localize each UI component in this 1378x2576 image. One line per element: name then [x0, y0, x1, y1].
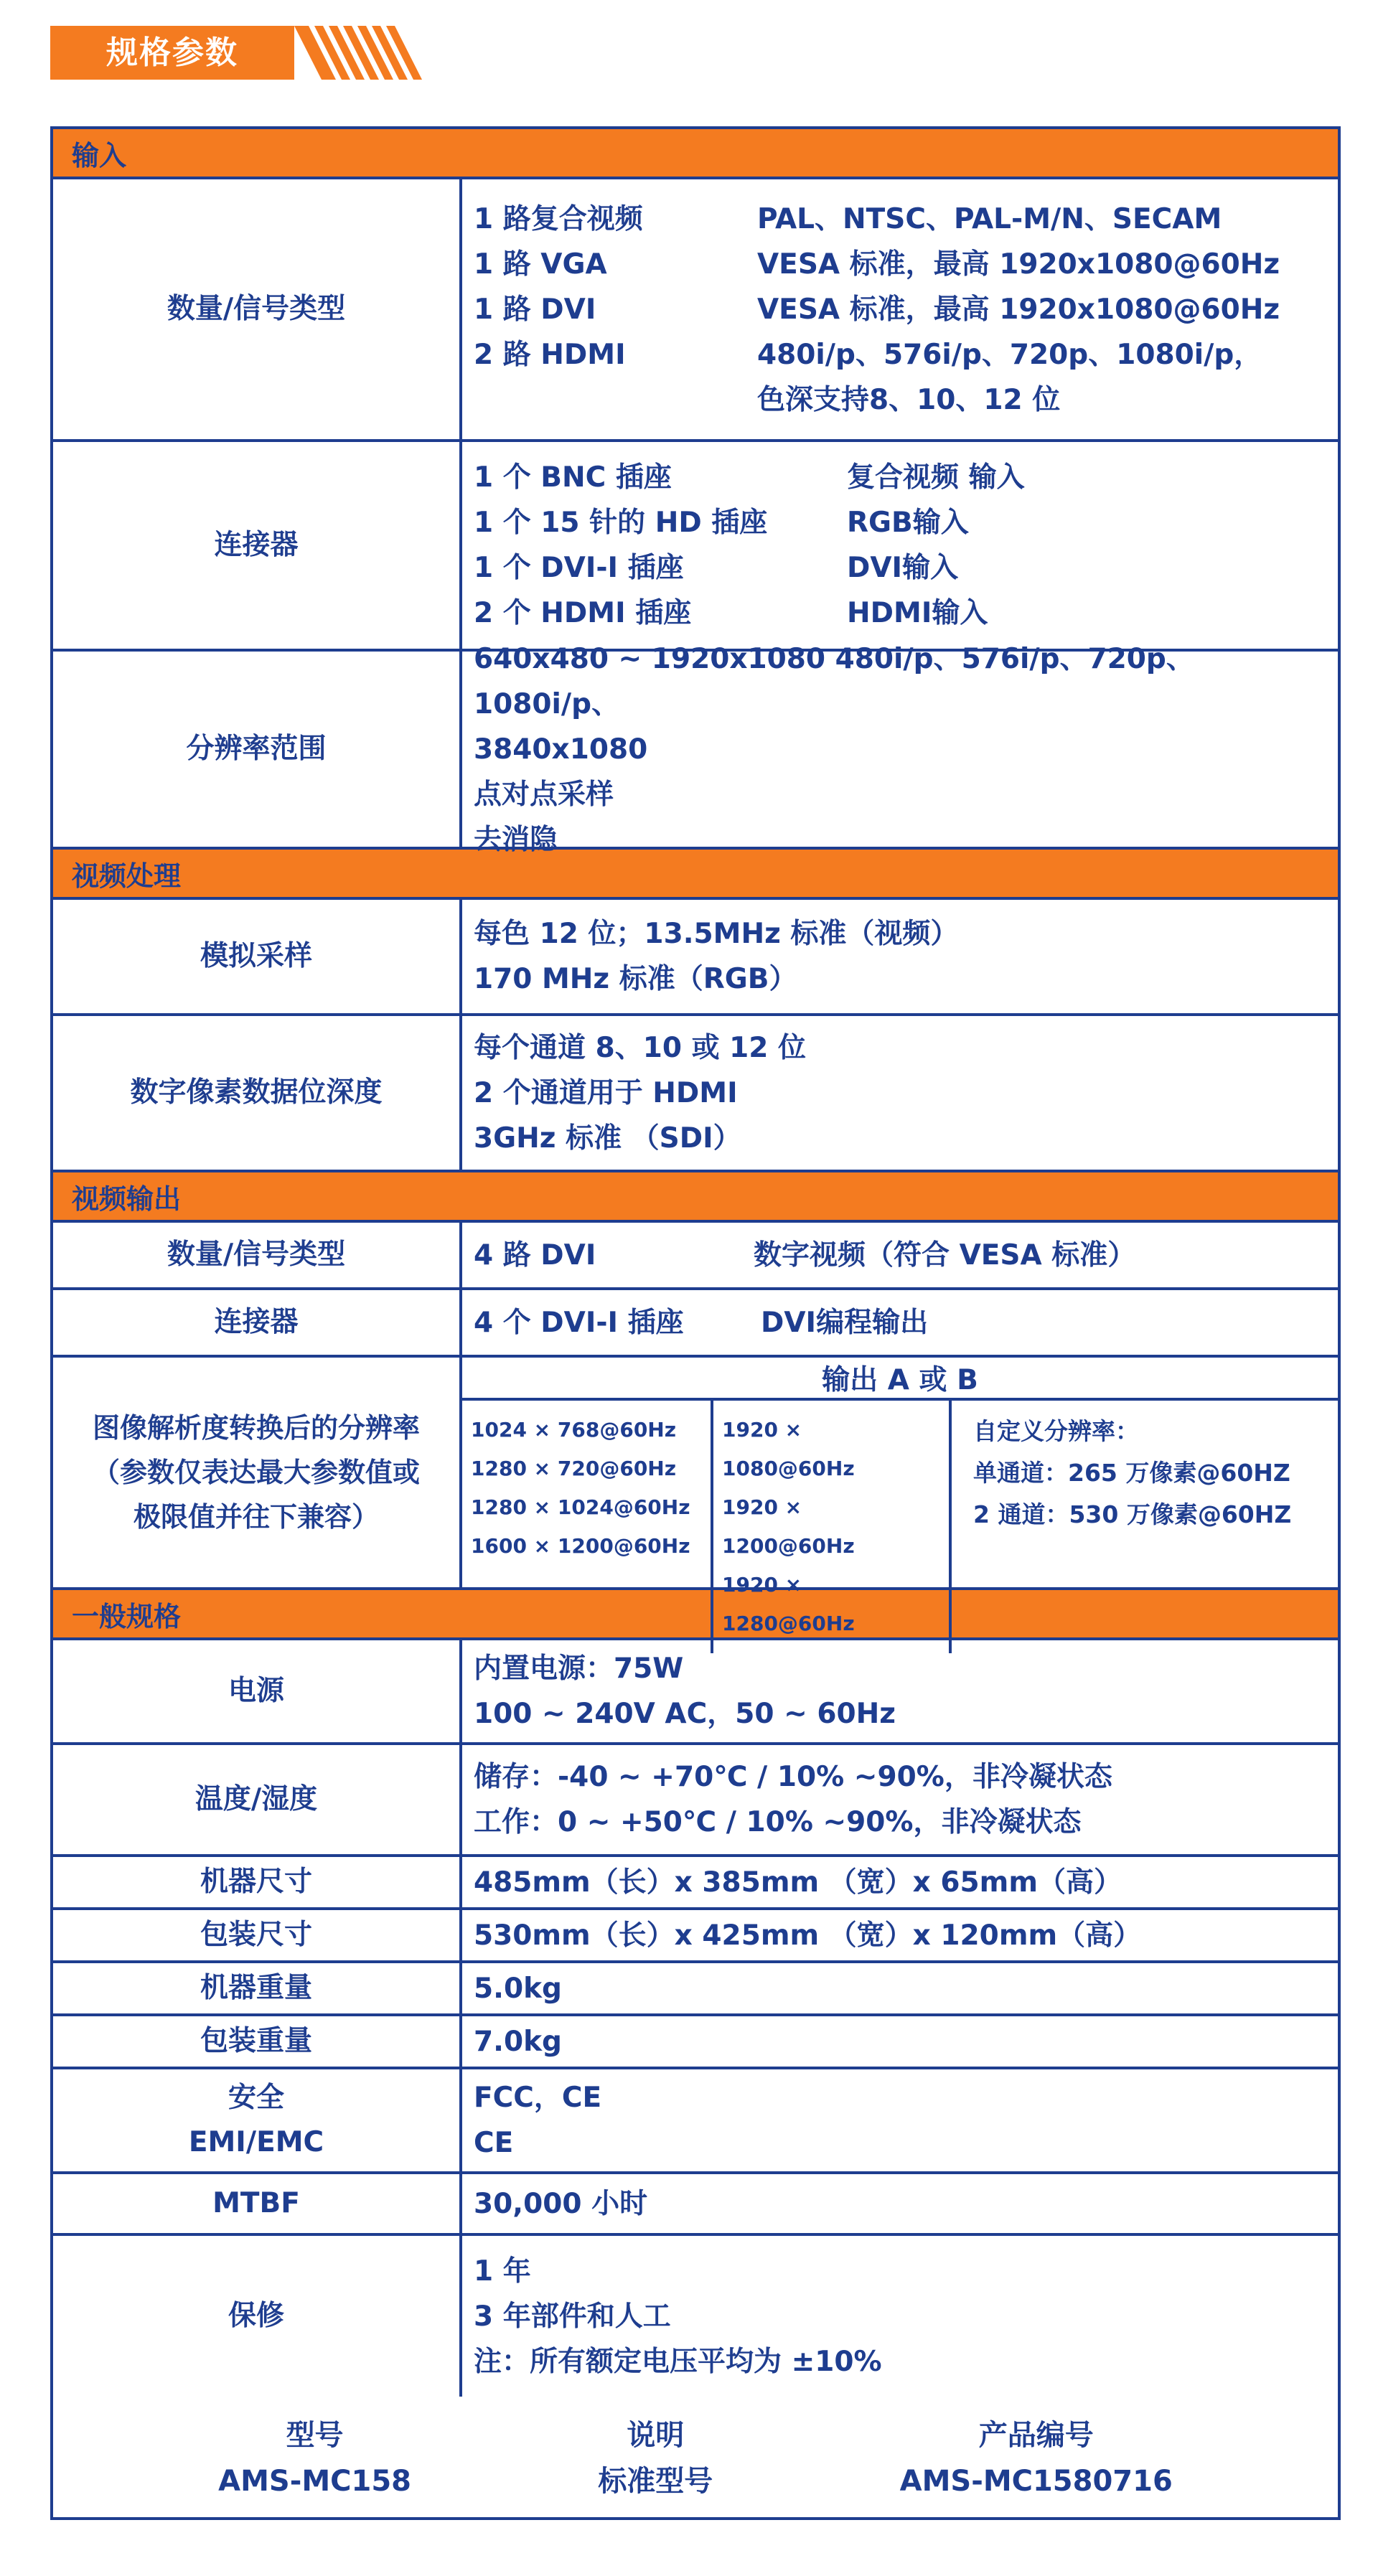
row-value [462, 1910, 1338, 1960]
row-analog-sampling [53, 900, 1338, 1016]
label-line: 包装重量 [200, 2025, 312, 2057]
row-label [53, 2016, 462, 2067]
label-line: 温度/湿度 [194, 1783, 318, 1815]
section-input-header: 输入 [53, 129, 1338, 179]
row-label [53, 1358, 462, 1587]
row-label: 数量/信号类型 [53, 1223, 462, 1287]
model-value: AMS-MC158 [218, 2465, 411, 2498]
page-title: 规格参数 [106, 34, 238, 71]
input-qty-list [474, 197, 1338, 423]
row-value [462, 2236, 1338, 2397]
row-value [462, 1857, 1338, 1907]
row-label: 连接器 [53, 442, 462, 649]
row-label [53, 2069, 462, 2171]
row-value [462, 179, 1338, 439]
input-connector-list [474, 455, 1338, 636]
page-title-banner [50, 26, 395, 80]
text-line: 530mm（长）x 425mm （宽）x 120mm（高） [474, 1919, 1142, 1952]
model-header: 型号 [286, 2419, 344, 2452]
row-value [462, 2016, 1338, 2067]
resolution-item: 单通道：265 万像素@60HZ [973, 1459, 1290, 1487]
code-value: AMS-MC1580716 [899, 2465, 1173, 2498]
item-desc: 480i/p、576i/p、720p、1080i/p， [757, 338, 1262, 371]
item-desc: PAL、NTSC、PAL-M/N、SECAM [757, 202, 1222, 235]
text-line: 每个通道 8、10 或 12 位 [474, 1031, 806, 1064]
item-name [474, 377, 757, 423]
row-label: 数量/信号类型 [53, 179, 462, 439]
models-footer [53, 2397, 1338, 2517]
code-header: 产品编号 [978, 2419, 1094, 2452]
item-desc: RGB输入 [847, 507, 969, 539]
list-item [474, 242, 1338, 287]
output-qty-a: 4 路 DVI [474, 1238, 596, 1271]
resolution-item: 1600 × 1200@60Hz [471, 1534, 690, 1558]
list-item [474, 377, 1338, 423]
item-name: 2 个 HDMI 插座 [474, 597, 692, 629]
row-output-connector [53, 1290, 1338, 1358]
list-item [474, 287, 1338, 332]
resolution-item: 1024 × 768@60Hz [471, 1418, 677, 1442]
text-line: 1 年 [474, 2255, 531, 2288]
general-row [53, 1910, 1338, 1963]
text-line: 工作：0 ~ +50℃ / 10% ~90%，非冷凝状态 [474, 1806, 1082, 1838]
row-input-qty [53, 179, 1338, 442]
row-input-resolution [53, 642, 1338, 856]
resolution-item: 1920 × 1200@60Hz [722, 1495, 855, 1558]
row-value [462, 1640, 1338, 1742]
resolution-item: 2 通道：530 万像素@60HZ [973, 1500, 1292, 1528]
list-item [474, 545, 1338, 591]
row-value [462, 442, 1338, 649]
text-line: 储存：-40 ~ +70℃ / 10% ~90%，非冷凝状态 [474, 1761, 1112, 1793]
text-line: 485mm（长）x 385mm （宽）x 65mm（高） [474, 1866, 1122, 1899]
label-line: EMI/EMC [188, 2126, 324, 2158]
item-name: 1 个 15 针的 HD 插座 [474, 507, 768, 539]
item-desc: 色深支持8、10、12 位 [757, 383, 1061, 416]
model-col-model [218, 2412, 411, 2504]
general-row [53, 2016, 1338, 2069]
resolution-item: 自定义分辨率： [973, 1417, 1139, 1445]
text-line: 640x480 ~ 1920x1080 480i/p、576i/p、720p、1080i/p、 [474, 642, 1194, 720]
res-col-1 [462, 1401, 713, 1653]
label-line: 包装尺寸 [200, 1919, 312, 1951]
general-row [53, 1857, 1338, 1910]
res-col-2 [713, 1401, 952, 1653]
text-line: 3GHz 标准 （SDI） [474, 1122, 741, 1155]
row-value [462, 642, 1338, 856]
item-desc: VESA 标准，最高 1920x1080@60Hz [757, 293, 1280, 326]
text-line: 每色 12 位；13.5MHz 标准（视频） [474, 918, 959, 950]
item-name: 1 路 DVI [474, 293, 596, 326]
row-label [53, 1857, 462, 1907]
row-label: 分辨率范围 [53, 652, 462, 847]
item-name: 1 个 BNC 插座 [474, 461, 672, 494]
list-item [474, 500, 1338, 545]
output-conn-a: 4 个 DVI-I 插座 [474, 1306, 684, 1339]
label-line: MTBF [212, 2187, 300, 2219]
resolution-item: 1280 × 720@60Hz [471, 1457, 677, 1480]
desc-value: 标准型号 [598, 2465, 713, 2498]
item-name: 1 路 VGA [474, 248, 607, 281]
list-item [474, 197, 1338, 242]
item-name: 2 路 HDMI [474, 338, 626, 371]
resolution-item: 1280 × 1024@60Hz [471, 1495, 690, 1519]
row-label: 数字像素数据位深度 [53, 1016, 462, 1170]
row-output-qty [53, 1223, 1338, 1290]
row-input-connector [53, 442, 1338, 652]
section-video-out-header: 视频输出 [53, 1172, 1338, 1223]
row-label [53, 1640, 462, 1742]
row-label [53, 1963, 462, 2013]
text-line: 170 MHz 标准（RGB） [474, 963, 797, 995]
model-col-code [900, 2412, 1173, 2504]
text-line: CE [474, 2127, 514, 2159]
row-value [462, 900, 1338, 1013]
general-row [53, 2174, 1338, 2236]
item-name: 1 路复合视频 [474, 202, 643, 235]
row-value [462, 1290, 1338, 1355]
row-label: 连接器 [53, 1290, 462, 1355]
output-qty-b: 数字视频（符合 VESA 标准） [754, 1238, 1136, 1271]
list-item [474, 332, 1338, 377]
row-value [462, 1223, 1338, 1287]
spec-table [50, 126, 1341, 2520]
general-row [53, 1963, 1338, 2016]
row-pixel-depth [53, 1016, 1338, 1172]
output-conn-b: DVI编程输出 [761, 1306, 929, 1339]
row-value [462, 2174, 1338, 2233]
label-line: 电源 [228, 1675, 284, 1707]
label-line: 保修 [228, 2300, 284, 2332]
row-label [53, 1745, 462, 1854]
row-label [53, 2236, 462, 2397]
text-line: 100 ~ 240V AC，50 ~ 60Hz [474, 1698, 896, 1730]
text-line: 30,000 小时 [474, 2187, 648, 2220]
general-rows [53, 1640, 1338, 2397]
row-label [53, 1910, 462, 1960]
general-row [53, 2236, 1338, 2397]
label-line: 机器尺寸 [200, 1866, 312, 1898]
output-res-grid [462, 1358, 1338, 1635]
row-value [462, 1016, 1338, 1170]
label-line: （参数仅表达最大参数值或 [92, 1457, 420, 1488]
output-res-header: 输出 A 或 B [462, 1358, 1338, 1401]
row-value [462, 1745, 1338, 1854]
item-desc: VESA 标准，最高 1920x1080@60Hz [757, 248, 1280, 281]
item-desc: 复合视频 输入 [847, 461, 1025, 494]
general-row [53, 1640, 1338, 1745]
row-value [462, 1963, 1338, 2013]
text-line: 点对点采样 [474, 778, 614, 811]
section-video-proc-header: 视频处理 [53, 850, 1338, 900]
text-line: 3840x1080 [474, 733, 648, 766]
text-line: 3 年部件和人工 [474, 2300, 671, 2333]
row-label [53, 2174, 462, 2233]
resolution-item: 1920 × 1080@60Hz [722, 1418, 855, 1480]
text-line: 5.0kg [474, 1972, 562, 2005]
label-line: 极限值并往下兼容） [133, 1501, 379, 1533]
row-value [462, 2069, 1338, 2171]
res-col-3 [952, 1401, 1338, 1653]
text-line: 注：所有额定电压平均为 ±10% [474, 2345, 882, 2378]
item-name: 1 个 DVI-I 插座 [474, 552, 684, 584]
text-line: 去消隐 [474, 823, 558, 856]
row-label: 模拟采样 [53, 900, 462, 1013]
list-item [474, 591, 1338, 636]
general-row [53, 1745, 1338, 1857]
list-item [474, 455, 1338, 500]
section-general-header: 一般规格 [53, 1590, 1338, 1640]
text-line: FCC，CE [474, 2082, 602, 2114]
text-line: 内置电源：75W [474, 1653, 684, 1685]
general-row [53, 2069, 1338, 2174]
stripes-decoration-icon [294, 26, 445, 80]
text-line: 2 个通道用于 HDMI [474, 1076, 738, 1109]
model-col-desc [598, 2412, 713, 2504]
label-line: 机器重量 [200, 1972, 312, 2004]
label-line: 图像解析度转换后的分辨率 [92, 1412, 420, 1444]
desc-header: 说明 [627, 2419, 685, 2452]
resolution-item: 1920 × 1280@60Hz [722, 1573, 855, 1635]
item-desc: DVI输入 [847, 552, 959, 584]
item-desc: HDMI输入 [847, 597, 988, 629]
label-line: 安全 [228, 2082, 284, 2114]
text-line: 7.0kg [474, 2025, 562, 2058]
